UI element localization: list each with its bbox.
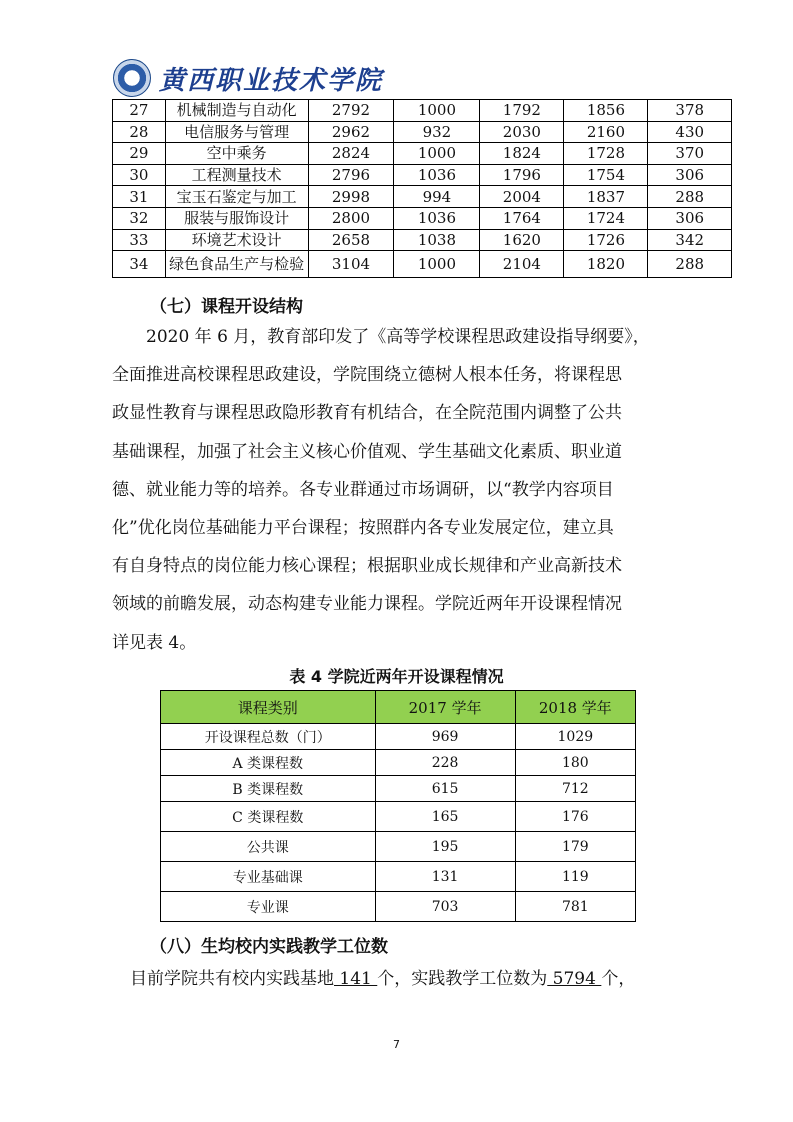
table-cell: 228 xyxy=(375,750,515,776)
table-cell: 1000 xyxy=(394,100,480,122)
table-cell: 703 xyxy=(375,892,515,922)
text-segment: 目前学院共有校内实践基地 xyxy=(130,969,334,989)
table-cell: 2796 xyxy=(308,164,394,186)
paragraph-line: 全面推进高校课程思政建设，学院围绕立德树人根本任务，将课程思 xyxy=(112,365,622,386)
paragraph-line: 有自身特点的岗位能力核心课程；根据职业成长规律和产业高新技术 xyxy=(112,556,622,577)
table-cell: 2104 xyxy=(480,251,564,278)
table-row xyxy=(161,724,636,750)
table-cell: 1036 xyxy=(394,164,480,186)
table-cell: 195 xyxy=(375,832,515,862)
table-row xyxy=(161,750,636,776)
table-cell: 179 xyxy=(515,832,635,862)
table-row xyxy=(113,143,732,165)
table-cell: 34 xyxy=(113,251,166,278)
table-cell: 27 xyxy=(113,100,166,122)
table-cell: 370 xyxy=(648,143,732,165)
section-7-paragraph xyxy=(112,318,732,662)
table-cell: 1029 xyxy=(515,724,635,750)
table-cell: 1796 xyxy=(480,164,564,186)
table-cell: 空中乘务 xyxy=(165,143,308,165)
table-cell: 131 xyxy=(375,862,515,892)
table-cell: 288 xyxy=(648,186,732,208)
table-cell: 1764 xyxy=(480,207,564,229)
table-row xyxy=(161,776,636,802)
table-row xyxy=(113,186,732,208)
table-cell: 2004 xyxy=(480,186,564,208)
table-cell: 2030 xyxy=(480,121,564,143)
table-cell: 28 xyxy=(113,121,166,143)
table-cell: 机械制造与自动化 xyxy=(165,100,308,122)
table-cell: 119 xyxy=(515,862,635,892)
table-row xyxy=(113,164,732,186)
paragraph-line: 详见表 4。 xyxy=(112,632,197,653)
table-cell: 专业基础课 xyxy=(161,862,376,892)
header-cell: 课程类别 xyxy=(161,691,376,724)
table-cell: 1726 xyxy=(564,229,648,251)
table-cell: 宝玉石鉴定与加工 xyxy=(165,186,308,208)
table-cell: 1792 xyxy=(480,100,564,122)
table-4-courses xyxy=(160,690,636,922)
table-cell: 2160 xyxy=(564,121,648,143)
header-cell: 2018 学年 xyxy=(515,691,635,724)
table-row xyxy=(161,802,636,832)
table-cell: 1038 xyxy=(394,229,480,251)
table-cell: 180 xyxy=(515,750,635,776)
page-number: 7 xyxy=(393,1038,400,1051)
table-cell: 1036 xyxy=(394,207,480,229)
table-cell: 378 xyxy=(648,100,732,122)
table-row xyxy=(113,229,732,251)
table-cell: 开设课程总数（门） xyxy=(161,724,376,750)
table-cell: 165 xyxy=(375,802,515,832)
table-cell: 1820 xyxy=(564,251,648,278)
practice-base-count: 141 xyxy=(334,969,378,989)
table-header-row xyxy=(161,691,636,724)
table-row xyxy=(113,207,732,229)
paragraph-line: 德、就业能力等的培养。各专业群通过市场调研，以“教学内容项目 xyxy=(112,479,614,500)
school-seal-logo xyxy=(113,59,151,97)
table-cell: 306 xyxy=(648,164,732,186)
paragraph-line: 2020 年 6 月，教育部印发了《高等学校课程思政建设指导纲要》， xyxy=(146,327,650,347)
table-cell: 3104 xyxy=(308,251,394,278)
majors-table-continued xyxy=(112,99,732,278)
table-row xyxy=(113,251,732,278)
workstation-count: 5794 xyxy=(547,969,602,989)
table-cell: 33 xyxy=(113,229,166,251)
table-cell: A 类课程数 xyxy=(161,750,376,776)
school-name-logo-text: 黄西职业技术学院 xyxy=(159,65,384,96)
header-cell: 2017 学年 xyxy=(375,691,515,724)
table-cell: 2658 xyxy=(308,229,394,251)
table-cell: 31 xyxy=(113,186,166,208)
table-cell: 服装与服饰设计 xyxy=(165,207,308,229)
section-8-paragraph xyxy=(130,960,750,998)
table-cell: 1000 xyxy=(394,251,480,278)
table-row xyxy=(113,100,732,122)
table-4-caption: 表 4 学院近两年开设课程情况 xyxy=(289,667,504,686)
table-cell: 2792 xyxy=(308,100,394,122)
table-cell: 30 xyxy=(113,164,166,186)
table-cell: 2962 xyxy=(308,121,394,143)
table-cell: 176 xyxy=(515,802,635,832)
table-row xyxy=(161,892,636,922)
text-segment: 个，实践教学工位数为 xyxy=(377,969,548,989)
table-cell: 公共课 xyxy=(161,832,376,862)
table-cell: 环境艺术设计 xyxy=(165,229,308,251)
table-cell: 712 xyxy=(515,776,635,802)
table-cell: 781 xyxy=(515,892,635,922)
table-cell: 1620 xyxy=(480,229,564,251)
table-cell: 288 xyxy=(648,251,732,278)
table-cell: 29 xyxy=(113,143,166,165)
table-cell: 342 xyxy=(648,229,732,251)
table-cell: 工程测量技术 xyxy=(165,164,308,186)
table-cell: 306 xyxy=(648,207,732,229)
table-cell: 994 xyxy=(394,186,480,208)
table-cell: 电信服务与管理 xyxy=(165,121,308,143)
table-row xyxy=(161,862,636,892)
table-cell: 430 xyxy=(648,121,732,143)
table-cell: 615 xyxy=(375,776,515,802)
table-cell: 1824 xyxy=(480,143,564,165)
paragraph-line: 化”优化岗位基础能力平台课程；按照群内各专业发展定位，建立具 xyxy=(112,518,614,539)
table-cell: B 类课程数 xyxy=(161,776,376,802)
table-row xyxy=(161,832,636,862)
table-cell: 2998 xyxy=(308,186,394,208)
table-cell: 1000 xyxy=(394,143,480,165)
section-heading-7: （七）课程开设结构 xyxy=(150,297,303,317)
table-cell: 2824 xyxy=(308,143,394,165)
table-cell: 1728 xyxy=(564,143,648,165)
table-cell: 绿色食品生产与检验 xyxy=(165,251,308,278)
table-row xyxy=(113,121,732,143)
table-cell: 969 xyxy=(375,724,515,750)
document-header xyxy=(113,58,383,98)
table-cell: 1724 xyxy=(564,207,648,229)
table-cell: 1837 xyxy=(564,186,648,208)
table-cell: C 类课程数 xyxy=(161,802,376,832)
text-segment: 个， xyxy=(601,969,636,989)
paragraph-line: 政显性教育与课程思政隐形教育有机结合，在全院范围内调整了公共 xyxy=(112,403,622,424)
table-cell: 1754 xyxy=(564,164,648,186)
table-cell: 2800 xyxy=(308,207,394,229)
section-heading-8: （八）生均校内实践教学工位数 xyxy=(150,937,388,957)
table-cell: 932 xyxy=(394,121,480,143)
paragraph-line: 基础课程，加强了社会主义核心价值观、学生基础文化素质、职业道 xyxy=(112,441,622,462)
table-cell: 专业课 xyxy=(161,892,376,922)
table-cell: 32 xyxy=(113,207,166,229)
table-cell: 1856 xyxy=(564,100,648,122)
paragraph-line: 领域的前瞻发展，动态构建专业能力课程。学院近两年开设课程情况 xyxy=(112,594,622,615)
